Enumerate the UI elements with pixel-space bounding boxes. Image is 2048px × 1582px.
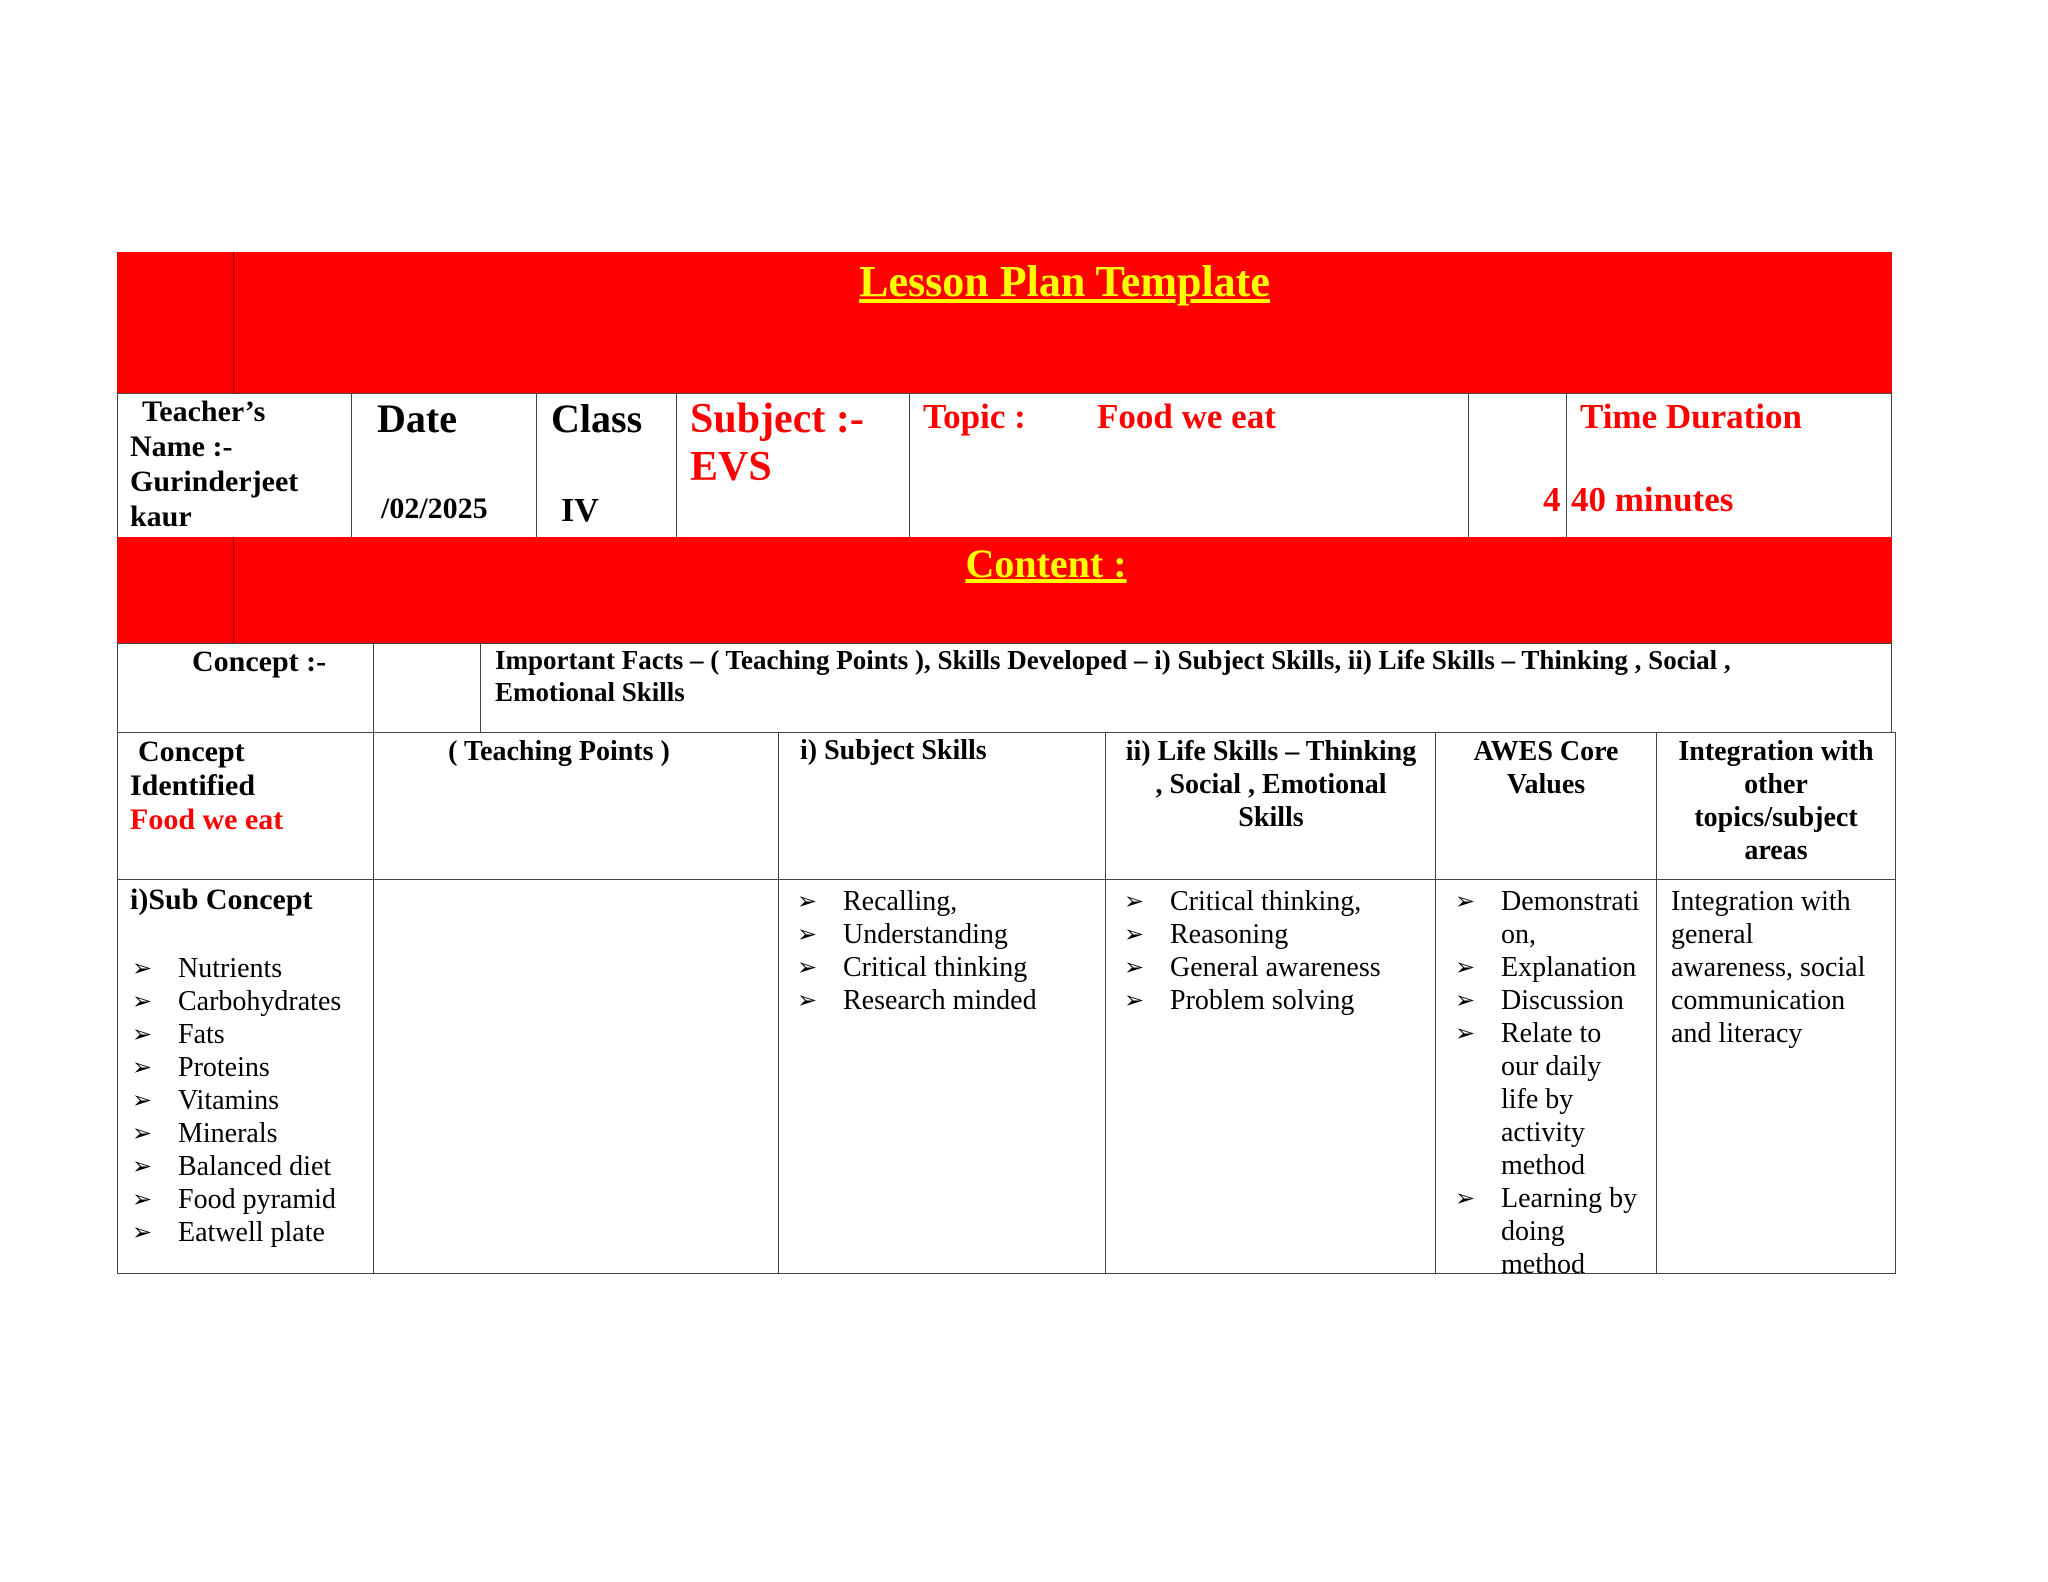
col-border [536,393,537,537]
list-item: ➢ Proteins [132,1052,270,1083]
page-title: Lesson Plan Template [859,257,1270,306]
arrow-bullet-icon: ➢ [1455,887,1476,915]
subject-skills-list [797,885,1037,1017]
arrow-bullet-icon: ➢ [132,1053,153,1081]
integration-line: communication [1671,985,1846,1016]
awes-header-line: Values [1506,769,1586,800]
teaching-points-header: ( Teaching Points ) [448,736,670,767]
integration-line: awareness, social [1671,952,1866,983]
list-item: ➢ Nutrients [132,953,283,984]
life-skills-header [1106,735,1436,834]
list-item: ➢ Learning by doing method [1455,1183,1638,1280]
concept-identified-header: Identified [130,769,256,802]
arrow-bullet-icon: ➢ [797,920,818,948]
row-border [117,732,1896,733]
list-item: ➢ Demonstrati on, [1455,886,1640,950]
awes-values-list [1455,885,1639,1281]
arrow-bullet-icon: ➢ [1455,1184,1476,1212]
list-item: ➢ Eatwell plate [132,1217,325,1248]
list-item: ➢ Research minded [797,985,1037,1016]
list-item: ➢ Vitamins [132,1085,279,1116]
col-border [117,393,118,537]
arrow-bullet-icon: ➢ [132,1152,153,1180]
teacher-name: kaur [130,500,192,533]
concept-identified-header: Concept [138,735,245,768]
date-label: Date [377,396,457,441]
arrow-bullet-icon: ➢ [1124,920,1145,948]
row-border [117,643,1892,644]
arrow-bullet-icon: ➢ [132,1218,153,1246]
arrow-bullet-icon: ➢ [132,954,153,982]
topic-value: Food we eat [1097,397,1276,436]
col-border [1891,393,1892,537]
list-item: ➢ Critical thinking, [1124,886,1362,917]
list-item: ➢ Balanced diet [132,1151,332,1182]
awes-header [1436,735,1656,801]
class-label: Class [551,396,643,441]
life-skills-header-line: ii) Life Skills – Thinking [1125,736,1417,767]
integration-header [1657,735,1895,867]
list-item: ➢ Explanation [1455,952,1637,983]
list-item: ➢ Critical thinking [797,952,1028,983]
col-border [1895,732,1896,1274]
col-border [1468,393,1469,537]
teacher-name: Gurinderjeet [130,465,299,498]
concept-identified-topic: Food we eat [130,803,284,836]
integration-header-line: areas [1744,835,1808,866]
col-border [117,732,118,1274]
subject-value: EVS [690,444,772,490]
arrow-bullet-icon: ➢ [797,887,818,915]
integration-header-line: topics/subject [1694,802,1858,833]
list-item: ➢ Reasoning [1124,919,1289,950]
arrow-bullet-icon: ➢ [132,1185,153,1213]
arrow-bullet-icon: ➢ [132,1086,153,1114]
list-item: ➢ Food pyramid [132,1184,336,1215]
integration-text [1671,885,1865,1050]
title-band-divider [233,252,234,393]
integration-line: Integration with [1671,886,1851,917]
concept-label: Concept :- [192,645,327,678]
list-item: ➢ Relate to our daily life by activity method [1455,1018,1602,1181]
arrow-bullet-icon: ➢ [1455,1019,1476,1047]
list-item: ➢ Problem solving [1124,985,1355,1016]
sub-concept-list [132,952,341,1249]
col-border [909,393,910,537]
list-item: ➢ Carbohydrates [132,986,342,1017]
list-item: ➢ Understanding [797,919,1008,950]
list-item: ➢ Recalling, [797,886,958,917]
content-band-divider [233,537,234,643]
list-item: ➢ Fats [132,1019,225,1050]
col-border [351,393,352,537]
teacher-label: Teacher’s [142,395,266,428]
integration-header-line: other [1744,769,1808,800]
sub-concept-heading: i)Sub Concept [130,883,313,916]
col-border [373,732,374,1274]
integration-line: general [1671,919,1754,950]
col-border [1891,643,1892,732]
content-title: Content : [965,541,1127,586]
subject-skills-header: i) Subject Skills [800,735,987,766]
arrow-bullet-icon: ➢ [1124,986,1145,1014]
arrow-bullet-icon: ➢ [1455,953,1476,981]
arrow-bullet-icon: ➢ [797,953,818,981]
life-skills-header-line: Skills [1238,802,1304,833]
awes-header-line: AWES Core [1473,736,1619,767]
row-border [117,393,1892,394]
col-border [778,732,779,1274]
list-item: ➢ General awareness [1124,952,1381,983]
col-border [373,643,374,732]
topic-label: Topic : [923,397,1026,436]
col-border [480,643,481,732]
list-item: ➢ Discussion [1455,985,1624,1016]
arrow-bullet-icon: ➢ [132,987,153,1015]
arrow-bullet-icon: ➢ [797,986,818,1014]
time-duration-value: 40 minutes [1571,480,1734,519]
stray-number: 4 [1543,480,1561,519]
concept-description: Emotional Skills [495,677,685,707]
arrow-bullet-icon: ➢ [132,1119,153,1147]
integration-line: and literacy [1671,1018,1803,1049]
arrow-bullet-icon: ➢ [1124,953,1145,981]
date-value: /02/2025 [381,492,488,525]
life-skills-list [1124,885,1381,1017]
concept-description: Important Facts – ( Teaching Points ), Skills Developed – i) Subject Skills, ii) Life Skills – Thinking , Social , [495,645,1731,675]
arrow-bullet-icon: ➢ [1455,986,1476,1014]
row-border [117,879,1896,880]
list-item: ➢ Minerals [132,1118,278,1149]
integration-header-line: Integration with [1678,736,1874,767]
col-border [117,643,118,732]
col-border [1566,393,1567,537]
subject-label: Subject :- [690,396,864,442]
arrow-bullet-icon: ➢ [132,1020,153,1048]
col-border [676,393,677,537]
time-duration-label: Time Duration [1580,397,1802,436]
life-skills-header-line: , Social , Emotional [1155,769,1387,800]
class-value: IV [561,492,599,529]
arrow-bullet-icon: ➢ [1124,887,1145,915]
teacher-label: Name :- [130,430,233,463]
